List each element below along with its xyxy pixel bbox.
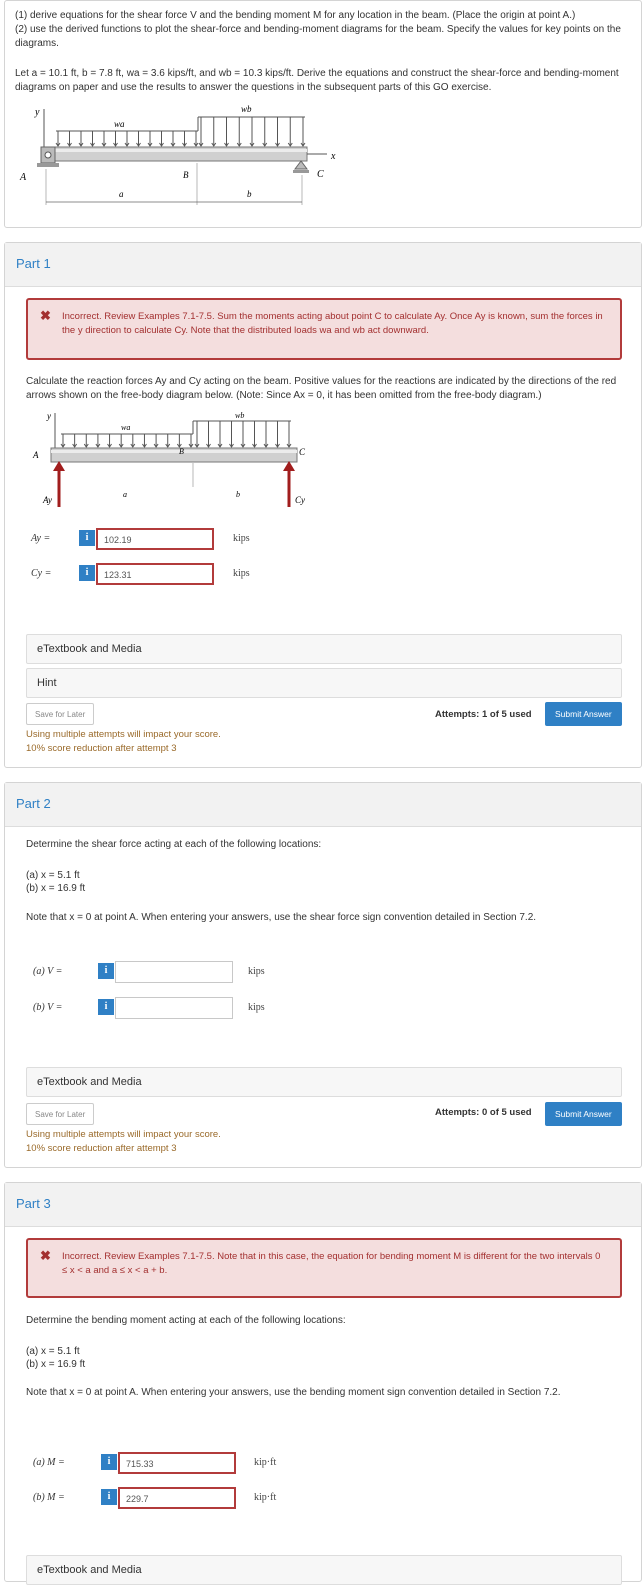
ay-unit: kips — [233, 533, 250, 544]
part-2-submit-button[interactable]: Submit Answer — [545, 1102, 622, 1126]
error-x-icon: ✖ — [40, 1248, 51, 1263]
part-2-location-b: (b) x = 16.9 ft — [26, 883, 86, 894]
fbd-b-label: B — [179, 447, 184, 456]
part-3-location-b: (b) x = 16.9 ft — [26, 1359, 86, 1370]
mb-unit: kip·ft — [254, 1492, 277, 1503]
fbd-y-label: y — [47, 411, 51, 421]
part-1-error-text: Incorrect. Review Examples 7.1-7.5. Sum the moments acting about point C to calculate Ay. Once Ay is known, sum the forces in the y direction to calculate Cy. Note that the distributed loads wa and wb act downward. — [62, 311, 603, 336]
vb-info-icon[interactable]: i — [98, 999, 114, 1015]
fbd-a-label: A — [33, 450, 39, 460]
part-3-error-text: Incorrect. Review Examples 7.1-7.5. Note that in this case, the equation for bending moment M is different for the two intervals 0 ≤ x < a and a ≤ x < a + b. — [62, 1251, 601, 1276]
va-input[interactable] — [115, 961, 233, 983]
vb-input[interactable] — [115, 997, 233, 1019]
part-1-warning-2: 10% score reduction after attempt 3 — [26, 743, 177, 754]
part-2-attempts: Attempts: 0 of 5 used — [435, 1107, 532, 1118]
part-1-save-button[interactable]: Save for Later — [26, 703, 94, 725]
cy-label: Cy = — [31, 568, 52, 579]
free-body-diagram — [27, 407, 327, 515]
part-3-location-a: (a) x = 5.1 ft — [26, 1346, 80, 1357]
fig-b-point-label: B — [183, 170, 189, 180]
part-1-header — [5, 243, 641, 287]
va-label: (a) V = — [33, 966, 63, 977]
ay-label: Ay = — [31, 533, 51, 544]
problem-statement-card — [4, 0, 642, 228]
vb-label: (b) V = — [33, 1002, 63, 1013]
va-unit: kips — [248, 966, 265, 977]
part-1-error-message — [26, 298, 622, 360]
part-1-hint-link[interactable]: Hint — [26, 668, 622, 698]
fig-x-label: x — [331, 151, 336, 162]
part-3-card — [4, 1182, 642, 1582]
fbd-a-dim-label: a — [123, 490, 127, 499]
part-1-submit-button[interactable]: Submit Answer — [545, 702, 622, 726]
part-1-etextbook-link[interactable]: eTextbook and Media — [26, 634, 622, 664]
part-1-card — [4, 242, 642, 768]
fbd-cy-label: Cy — [295, 495, 305, 505]
intro-given: Let a = 10.1 ft, b = 7.8 ft, wa = 3.6 kips/ft, and wb = 10.3 kips/ft. Derive the equations and construct the shear-force and bending-moment diagrams on paper and use the results to answer the questions in the subsequent parts of this GO exercise. — [15, 68, 619, 93]
ay-input[interactable]: 102.19 — [96, 528, 214, 550]
part-1-warning-1: Using multiple attempts will impact your score. — [26, 729, 221, 740]
ma-label: (a) M = — [33, 1457, 65, 1468]
mb-input[interactable]: 229.7 — [118, 1487, 236, 1509]
mb-info-icon[interactable]: i — [101, 1489, 117, 1505]
part-2-save-button[interactable]: Save for Later — [26, 1103, 94, 1125]
part-3-question: Determine the bending moment acting at each of the following locations: — [26, 1315, 346, 1326]
part-1-question: Calculate the reaction forces Ay and Cy acting on the beam. Positive values for the reactions are indicated by the directions of the red arrows shown on the free-body diagram below. (Note: Since Ax = 0, it has been omitted from the free-body diagram.) — [26, 376, 617, 401]
part-3-error-message — [26, 1238, 622, 1298]
cy-input[interactable]: 123.31 — [96, 563, 214, 585]
fbd-wb-label: wb — [235, 411, 245, 420]
part-1-attempts: Attempts: 1 of 5 used — [435, 709, 532, 720]
fbd-b-dim-label: b — [236, 490, 240, 499]
ma-input[interactable]: 715.33 — [118, 1452, 236, 1474]
part-2-question: Determine the shear force acting at each of the following locations: — [26, 839, 322, 850]
part-1-title: Part 1 — [16, 256, 51, 271]
fig-b-dim-label: b — [247, 189, 252, 199]
part-2-header — [5, 783, 641, 827]
part-2-warning-1: Using multiple attempts will impact your score. — [26, 1129, 221, 1140]
part-3-etextbook-link[interactable]: eTextbook and Media — [26, 1555, 622, 1585]
mb-label: (b) M = — [33, 1492, 65, 1503]
fig-a-dim-label: a — [119, 189, 124, 199]
ma-info-icon[interactable]: i — [101, 1454, 117, 1470]
beam-diagram — [13, 101, 336, 213]
part-3-title: Part 3 — [16, 1196, 51, 1211]
intro-line-1: (1) derive equations for the shear force V and the bending moment M for any location in the beam. (Place the origin at point A.) — [15, 10, 576, 21]
part-2-warning-2: 10% score reduction after attempt 3 — [26, 1143, 177, 1154]
fig-c-point-label: C — [317, 169, 324, 180]
fbd-wa-label: wa — [121, 423, 131, 432]
intro-line-2: (2) use the derived functions to plot the shear-force and bending-moment diagrams for the beam. Specify the values for key points on the diagrams. — [15, 24, 621, 49]
part-2-location-a: (a) x = 5.1 ft — [26, 870, 80, 881]
ay-info-icon[interactable]: i — [79, 530, 95, 546]
fbd-ay-label: Ay — [43, 495, 52, 505]
part-3-header — [5, 1183, 641, 1227]
part-2-note: Note that x = 0 at point A. When entering your answers, use the shear force sign convention detailed in Section 7.2. — [26, 912, 537, 923]
part-2-card — [4, 782, 642, 1168]
cy-info-icon[interactable]: i — [79, 565, 95, 581]
fig-wa-label: wa — [114, 119, 125, 129]
vb-unit: kips — [248, 1002, 265, 1013]
fig-y-label: y — [35, 107, 40, 118]
fig-a-point-label: A — [20, 172, 27, 183]
fig-wb-label: wb — [241, 104, 252, 114]
va-info-icon[interactable]: i — [98, 963, 114, 979]
ma-unit: kip·ft — [254, 1457, 277, 1468]
part-2-title: Part 2 — [16, 796, 51, 811]
error-x-icon: ✖ — [40, 308, 51, 323]
cy-unit: kips — [233, 568, 250, 579]
fbd-c-label: C — [299, 447, 306, 457]
part-3-note: Note that x = 0 at point A. When entering your answers, use the bending moment sign convention detailed in Section 7.2. — [26, 1387, 561, 1398]
part-2-etextbook-link[interactable]: eTextbook and Media — [26, 1067, 622, 1097]
